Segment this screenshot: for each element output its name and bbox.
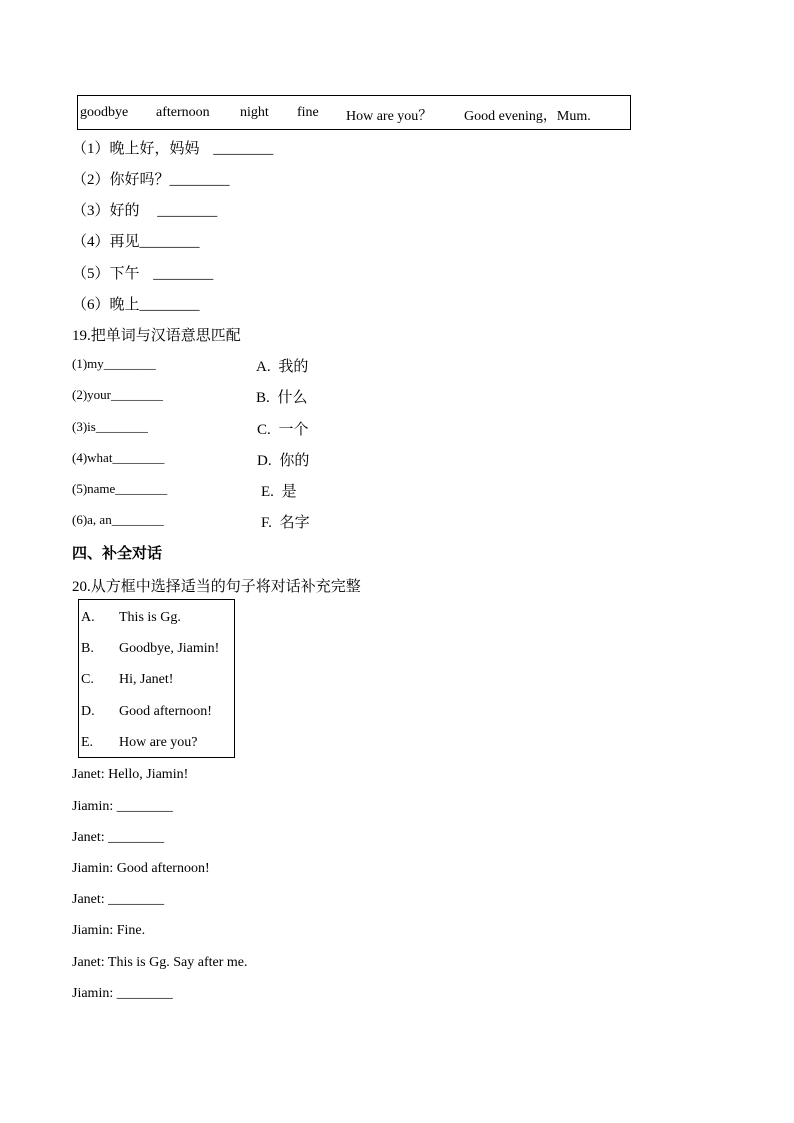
q18-item-label: （4）再见 [72, 234, 140, 250]
word-bank-item: night [240, 105, 269, 120]
option-row [81, 735, 198, 751]
q18-item [72, 137, 273, 158]
option-text: 一个 [278, 422, 309, 438]
option-row [81, 704, 212, 720]
dialogue-line: Janet: This is Gg. Say after me. [72, 955, 248, 970]
q19-right-item [256, 386, 308, 407]
option-letter: F. [261, 515, 272, 531]
q18-item [72, 230, 200, 251]
option-letter: E. [81, 735, 94, 750]
option-letter: B. [81, 641, 94, 656]
option-letter: A. [256, 359, 271, 375]
answer-blank[interactable]: ________ [153, 266, 214, 282]
q18-item [72, 262, 213, 283]
option-row [81, 672, 173, 688]
option-text: 什么 [277, 390, 308, 406]
q19-right-item [256, 355, 308, 376]
q18-item [72, 293, 200, 314]
q19-right-item [261, 480, 297, 501]
option-letter: B. [256, 390, 270, 406]
q18-item [72, 199, 217, 220]
option-letter: C. [81, 672, 94, 687]
option-text: 是 [281, 484, 297, 500]
dialogue-line: Jiamin: Good afternoon! [72, 861, 210, 876]
answer-blank[interactable]: ________ [169, 172, 230, 188]
q20-title: 20.从方框中选择适当的句子将对话补充完整 [72, 579, 361, 595]
q18-item-label: （6）晚上 [72, 297, 140, 313]
option-letter: C. [257, 422, 271, 438]
option-text: Hi, Janet! [119, 672, 174, 687]
q19-left-item: (5)name________ [72, 481, 168, 496]
dialogue-line[interactable]: Jiamin: ________ [72, 986, 173, 1001]
answer-blank[interactable]: ________ [157, 203, 218, 219]
answer-blank[interactable]: ________ [213, 141, 274, 157]
section-heading: 四、补全对话 [72, 546, 163, 562]
option-letter: A. [81, 610, 95, 625]
dialogue-line: Janet: Hello, Jiamin! [72, 767, 189, 782]
dialogue-line[interactable]: Jiamin: ________ [72, 799, 173, 814]
q18-item [72, 168, 230, 189]
q18-item-label: （3）好的 [72, 203, 140, 219]
option-text: This is Gg. [119, 610, 181, 625]
option-text: 我的 [278, 359, 309, 375]
q18-item-label: （5）下午 [72, 266, 140, 282]
q18-item-label: （2）你好吗？ [72, 172, 170, 188]
answer-blank[interactable]: ________ [139, 297, 200, 313]
option-text: 你的 [279, 453, 310, 469]
q19-left-item: (1)my________ [72, 356, 156, 371]
option-letter: D. [257, 453, 272, 469]
option-row [81, 610, 181, 626]
q19-left-item: (3)is________ [72, 419, 148, 434]
q19-right-item [261, 511, 310, 532]
option-text: How are you? [119, 735, 198, 750]
word-bank-item: How are you？ [346, 109, 433, 124]
word-bank-item: goodbye [80, 105, 129, 120]
dialogue-line[interactable]: Janet: ________ [72, 892, 165, 907]
q19-right-item [257, 418, 309, 439]
q18-item-label: （1）晚上好，妈妈 [72, 141, 200, 157]
option-letter: D. [81, 704, 95, 719]
option-text: 名字 [279, 515, 310, 531]
options-box [78, 599, 235, 758]
q19-right-item [257, 449, 309, 470]
answer-blank[interactable]: ________ [139, 234, 200, 250]
word-bank-item: afternoon [156, 105, 210, 120]
word-bank-item: fine [297, 105, 319, 120]
option-letter: E. [261, 484, 274, 500]
word-bank-box [77, 95, 631, 130]
q19-left-item: (4)what________ [72, 450, 165, 465]
q19-title: 19.把单词与汉语意思匹配 [72, 328, 241, 344]
dialogue-line: Jiamin: Fine. [72, 923, 146, 938]
q19-left-item: (2)your________ [72, 387, 163, 402]
option-text: Good afternoon! [119, 704, 212, 719]
dialogue-line[interactable]: Janet: ________ [72, 830, 165, 845]
q19-left-item: (6)a, an________ [72, 512, 164, 527]
option-text: Goodbye, Jiamin! [119, 641, 220, 656]
option-row [81, 641, 219, 657]
word-bank-item: Good evening，Mum. [464, 109, 591, 124]
